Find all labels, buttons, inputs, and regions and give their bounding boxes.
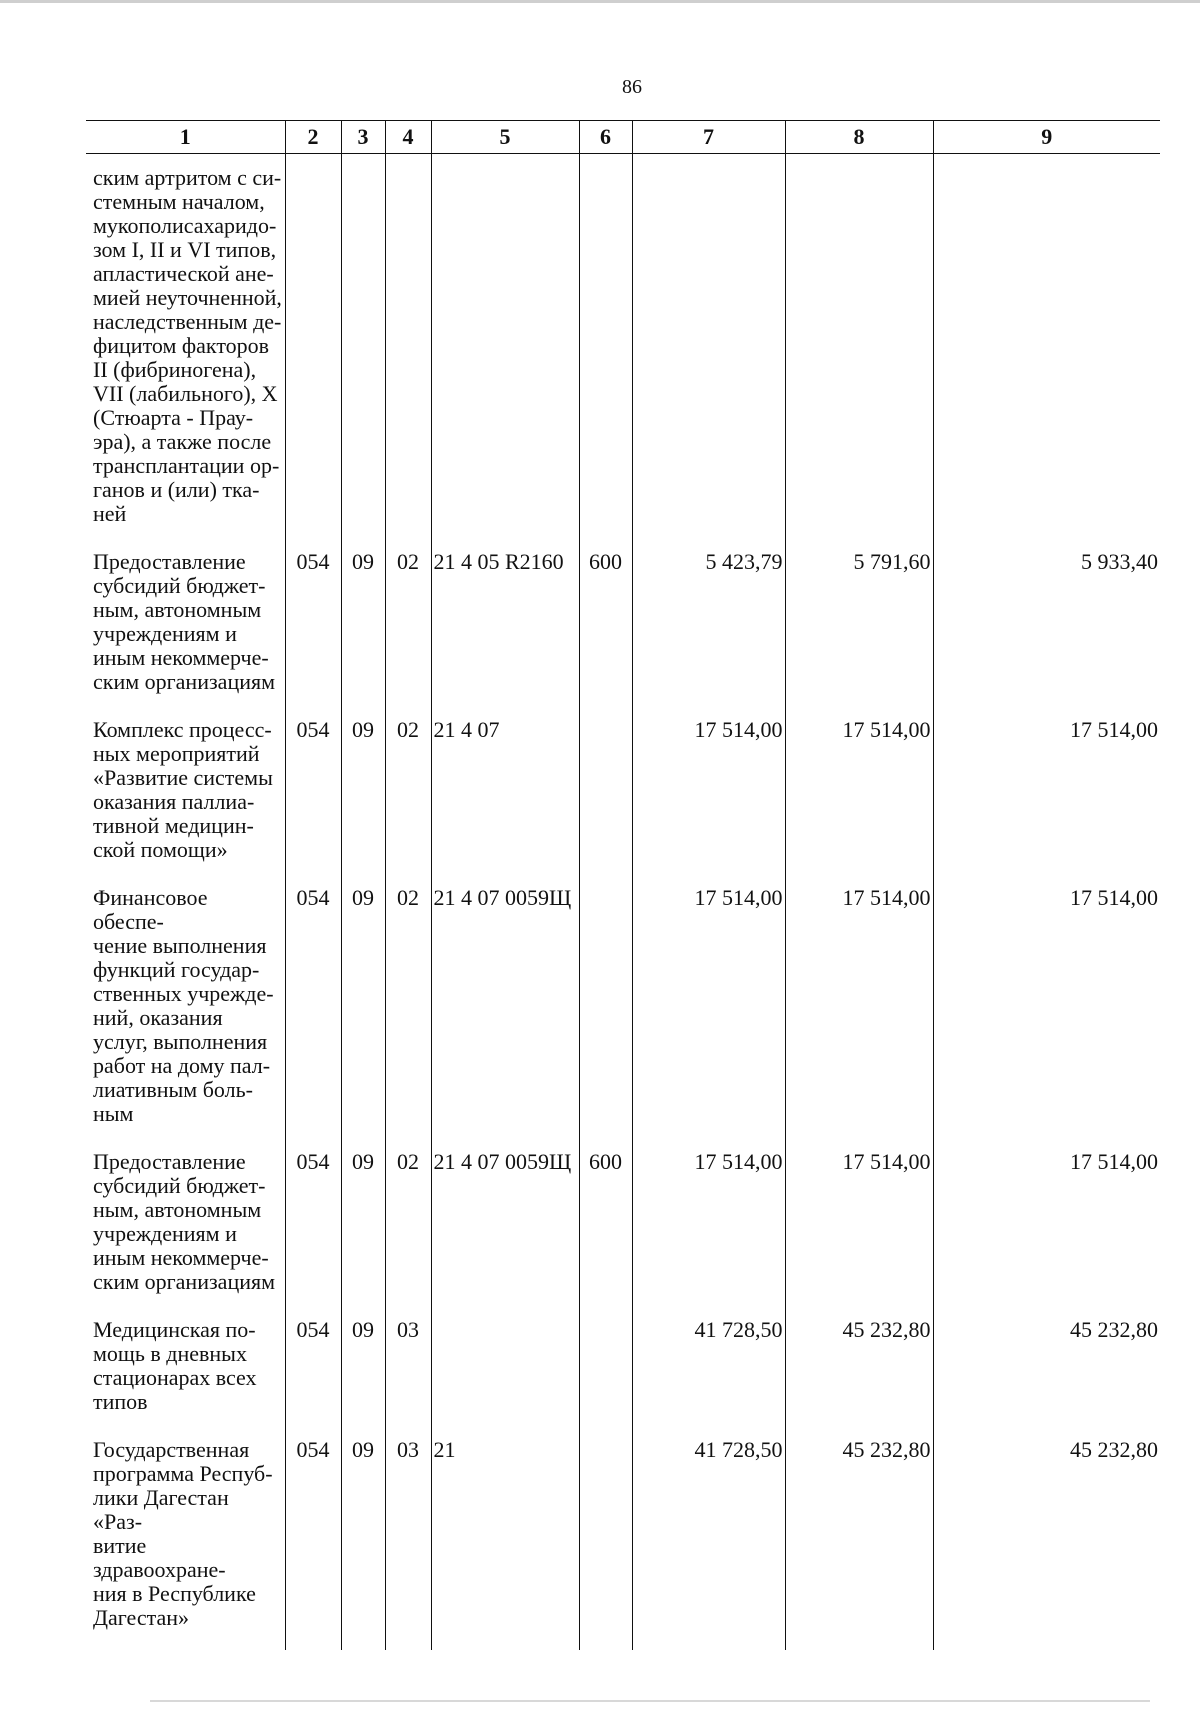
cell-target-article: 21 4 07 0059Щ xyxy=(431,1146,579,1314)
cell-subsection: 03 xyxy=(385,1314,431,1434)
row-description: Финансовое обеспе- чение выполнения функций государ- ственных учрежде- ний, оказания услуг, выполнения работ на дому пал- лиативным боль- ным xyxy=(93,885,274,1126)
cell-amount-col9: 45 232,80 xyxy=(933,1434,1160,1650)
cell-ministry-code: 054 xyxy=(285,546,341,714)
cell-target-article: 21 4 05 R2160 xyxy=(431,546,579,714)
cell-subsection: 02 xyxy=(385,546,431,714)
cell-amount-col7: 41 728,50 xyxy=(632,1434,785,1650)
scan-edge-top xyxy=(0,0,1200,3)
cell-section: 09 xyxy=(341,546,385,714)
column-header: 4 xyxy=(385,121,431,154)
cell-expense-type xyxy=(579,154,632,547)
column-header: 3 xyxy=(341,121,385,154)
table-row xyxy=(86,1314,1160,1434)
cell-ministry-code: 054 xyxy=(285,714,341,882)
page-number: 86 xyxy=(622,76,642,98)
cell-amount-col9 xyxy=(933,154,1160,547)
cell-target-article: 21 xyxy=(431,1434,579,1650)
cell-subsection: 03 xyxy=(385,1434,431,1650)
cell-section: 09 xyxy=(341,714,385,882)
cell-ministry-code xyxy=(285,154,341,547)
cell-ministry-code: 054 xyxy=(285,1434,341,1650)
cell-amount-col8: 5 791,60 xyxy=(785,546,933,714)
row-description: ским артритом с си- стемным началом, мукополисахаридо- зом I, II и VI типов, апластической ане- мией неуточненной, наследственным де- фицитом факторов II (фибриногена), VII (лабильного), X (Стюарта - Прау- эра), а также после трансплантации ор- ганов и (или) тка- ней xyxy=(93,165,282,526)
cell-section: 09 xyxy=(341,1314,385,1434)
column-header: 1 xyxy=(86,121,285,154)
row-description: Предоставление субсидий бюджет- ным, автономным учреждениям и иным некоммерче- ским организациям xyxy=(93,1149,276,1294)
cell-amount-col8: 17 514,00 xyxy=(785,714,933,882)
cell-ministry-code: 054 xyxy=(285,882,341,1146)
table-row xyxy=(86,1434,1160,1650)
cell-expense-type: 600 xyxy=(579,546,632,714)
cell-target-article xyxy=(431,1314,579,1434)
cell-amount-col7: 5 423,79 xyxy=(632,546,785,714)
cell-amount-col7: 17 514,00 xyxy=(632,882,785,1146)
cell-amount-col7: 17 514,00 xyxy=(632,1146,785,1314)
header-row xyxy=(86,121,1160,154)
cell-amount-col9: 17 514,00 xyxy=(933,1146,1160,1314)
table-row xyxy=(86,546,1160,714)
cell-ministry-code: 054 xyxy=(285,1146,341,1314)
cell-section xyxy=(341,154,385,547)
cell-subsection xyxy=(385,154,431,547)
cell-subsection: 02 xyxy=(385,1146,431,1314)
row-description: Комплекс процесс- ных мероприятий «Развитие системы оказания паллиа- тивной медицин- ской помощи» xyxy=(93,717,273,862)
cell-expense-type xyxy=(579,1314,632,1434)
column-header: 5 xyxy=(431,121,579,154)
cell-amount-col9: 17 514,00 xyxy=(933,714,1160,882)
table-row xyxy=(86,714,1160,882)
cell-amount-col7 xyxy=(632,154,785,547)
table-row xyxy=(86,882,1160,1146)
column-header: 9 xyxy=(933,121,1160,154)
row-description: Государственная программа Респуб- лики Дагестан «Раз- витие здравоохране- ния в Республике Дагестан» xyxy=(93,1437,273,1630)
cell-amount-col9: 17 514,00 xyxy=(933,882,1160,1146)
cell-amount-col7: 41 728,50 xyxy=(632,1314,785,1434)
column-header: 8 xyxy=(785,121,933,154)
cell-amount-col8 xyxy=(785,154,933,547)
column-header: 2 xyxy=(285,121,341,154)
row-description: Предоставление субсидий бюджет- ным, автономным учреждениям и иным некоммерче- ским организациям xyxy=(93,549,276,694)
cell-ministry-code: 054 xyxy=(285,1314,341,1434)
column-header: 7 xyxy=(632,121,785,154)
cell-section: 09 xyxy=(341,1434,385,1650)
cell-amount-col8: 45 232,80 xyxy=(785,1434,933,1650)
cell-amount-col9: 45 232,80 xyxy=(933,1314,1160,1434)
scan-edge-bottom xyxy=(150,1700,1150,1702)
cell-amount-col9: 5 933,40 xyxy=(933,546,1160,714)
cell-subsection: 02 xyxy=(385,714,431,882)
cell-expense-type xyxy=(579,714,632,882)
cell-expense-type: 600 xyxy=(579,1146,632,1314)
cell-amount-col8: 45 232,80 xyxy=(785,1314,933,1434)
table-row xyxy=(86,154,1160,547)
cell-section: 09 xyxy=(341,882,385,1146)
cell-amount-col8: 17 514,00 xyxy=(785,882,933,1146)
budget-table xyxy=(86,120,1160,1650)
table-row xyxy=(86,1146,1160,1314)
row-description: Медицинская по- мощь в дневных стационарах всех типов xyxy=(93,1317,257,1414)
cell-amount-col7: 17 514,00 xyxy=(632,714,785,882)
cell-amount-col8: 17 514,00 xyxy=(785,1146,933,1314)
column-header: 6 xyxy=(579,121,632,154)
cell-target-article: 21 4 07 0059Щ xyxy=(431,882,579,1146)
cell-target-article: 21 4 07 xyxy=(431,714,579,882)
cell-subsection: 02 xyxy=(385,882,431,1146)
cell-expense-type xyxy=(579,882,632,1146)
cell-target-article xyxy=(431,154,579,547)
cell-section: 09 xyxy=(341,1146,385,1314)
cell-expense-type xyxy=(579,1434,632,1650)
